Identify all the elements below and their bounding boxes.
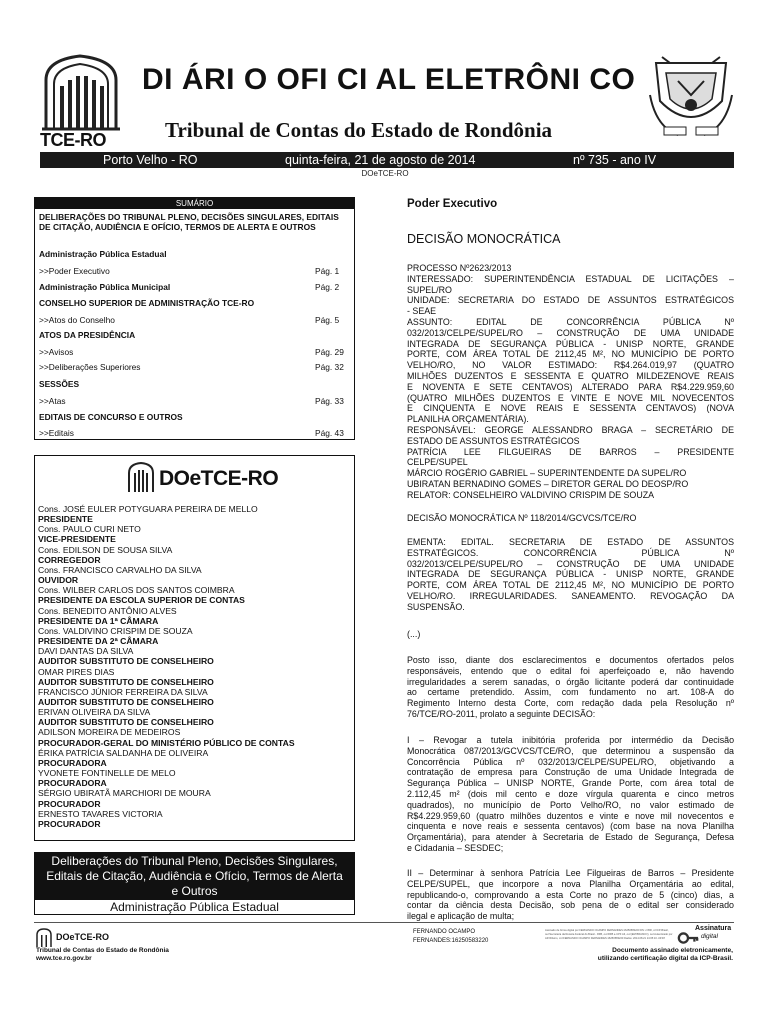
text-line: quadrados), no município de Porto Velho/RO, no valor estimado de <box>407 799 734 810</box>
text-line: ao certame pretendido. Assim, com fundamento no art. 108-A do <box>407 687 734 698</box>
summary-item-label: EDITAIS DE CONCURSO E OUTROS <box>39 412 183 422</box>
summary-item[interactable] <box>39 347 346 357</box>
text-line: E NOVENTA E SETE CENTAVOS) ALTERADO PARA R$4.229.959,60 <box>407 381 734 392</box>
paragraph-item-i <box>407 735 734 854</box>
member-role: CORREGEDOR <box>38 554 101 565</box>
member-name: ERNESTO TAVARES VICTORIA <box>38 808 163 819</box>
member-name: YVONETE FONTINELLE DE MELO <box>38 768 176 779</box>
member-role: PROCURADOR <box>38 798 101 809</box>
text-line: INTEGRADA DE SEGURANÇA PÚBLICA - UNISP NORTE, GRANDE <box>407 569 734 580</box>
text-line: cinquenta e nove reais e sessenta centavos) (com base na nova Planilha <box>407 821 734 832</box>
member-role: PROCURADOR-GERAL DO MINISTÉRIO PÚBLICO DE CONTAS <box>38 737 295 748</box>
ementa-block <box>407 537 734 613</box>
text-line: MÁRCIO ROGÉRIO GABRIEL – SUPERINTENDENTE DA SUPEL/RO <box>407 468 687 479</box>
member-role: VICE-PRESIDENTE <box>38 534 116 545</box>
badge-subtitle: digital <box>701 933 718 940</box>
text-line: 032/2013/CELPE/SUPEL/RO – CONSTRUÇÃO DE UMA UNIDADE <box>407 327 734 338</box>
text-line: Regimento Interno desta Corte, com redação dada pela Resolução nº <box>407 698 734 709</box>
summary-item-label: Administração Pública Municipal <box>39 282 171 292</box>
text-line: RELATOR: CONSELHEIRO VALDIVINO CRISPIM DE SOUZA <box>407 489 655 500</box>
state-seal <box>648 55 734 145</box>
tce-ro-logo <box>40 50 122 152</box>
summary-item[interactable] <box>39 298 346 308</box>
summary-item-page: Pág. 29 <box>315 347 344 357</box>
text-line: Posto isso, diante dos esclarecimentos e documentos ofertados pelos <box>407 655 734 665</box>
summary-item-label: >>Atas <box>39 396 66 406</box>
text-line: ilegal e aplicação de multa; <box>407 911 515 922</box>
text-line: VELHO/RO, NO VALOR ESTIMADO: R$4.264.019,97 (QUATRO <box>407 360 734 371</box>
footer-url[interactable]: www.tce.ro.gov.br <box>36 955 92 962</box>
summary-item-page: Pág. 43 <box>315 428 344 438</box>
summary-item-label: CONSELHO SUPERIOR DE ADMINISTRAÇÃO TCE-RO <box>39 298 255 308</box>
summary-item[interactable] <box>39 396 346 406</box>
summary-heading: DELIBERAÇÕES DO TRIBUNAL PLENO, DECISÕES SINGULARES, EDITAIS DE CITAÇÃO, AUDIÊNCIA E OFÍCIO, TERMOS DE ALERTA E OUTROS <box>39 212 339 233</box>
signer-name: FERNANDO OCAMPO <box>413 929 476 935</box>
member-role: OUVIDOR <box>38 575 79 586</box>
member-name: Cons. PAULO CURI NETO <box>38 524 141 535</box>
badge-title: Assinatura <box>695 925 732 932</box>
summary-item[interactable] <box>39 249 346 259</box>
text-line: responsáveis, entendo que o edital foi aperfeiçoado e, não havendo <box>407 665 734 676</box>
member-name: FRANCISCO JÚNIOR FERREIRA DA SILVA <box>38 686 208 697</box>
summary-item-page: Pág. 5 <box>315 315 340 325</box>
section-banner-line: e Outros <box>171 884 218 898</box>
text-line: INTEGRADA DE SEGURANÇA PÚBLICA - UNISP NORTE, GRANDE <box>407 338 734 349</box>
text-line: Monocrática 087/2013/GCVCS/TCE/RO, que determinou a suspensão da <box>407 745 734 756</box>
member-role: PRESIDENTE DA ESCOLA SUPERIOR DE CONTAS <box>38 595 245 606</box>
summary-item[interactable] <box>39 266 346 276</box>
summary-item[interactable] <box>39 362 346 372</box>
logo-text: TCE-RO <box>40 130 106 150</box>
summary-item[interactable] <box>39 315 346 325</box>
summary-item-label: Administração Pública Estadual <box>39 249 167 259</box>
text-line: CELPE/SUPEL, que incorpore a nova Planilha Orçamentária ao edital, <box>407 878 734 889</box>
member-name: ERIVAN OLIVEIRA DA SILVA <box>38 707 151 718</box>
text-line: E CINQUENTA E NOVE REAIS E SESSENTA CENTAVOS) (NOVA <box>407 403 734 414</box>
tce-building-icon <box>40 50 122 132</box>
edition-date: quinta-feira, 21 de agosto de 2014 <box>285 153 476 167</box>
edition-bar <box>40 152 734 168</box>
member-role: PROCURADOR <box>38 818 101 829</box>
text-line: 2.112,45 m² (dois mil cento e doze vírgula quarenta e cinco metros <box>407 788 734 799</box>
summary-item-label: SESSÕES <box>39 379 80 389</box>
text-line: EMENTA: EDITAL. SECRETARIA DE ESTADO DE ASSUNTOS <box>407 537 734 547</box>
summary-item-label: >>Editais <box>39 428 74 438</box>
text-line: ASSUNTO: EDITAL DE CONCORRÊNCIA PÚBLICA Nº <box>407 316 734 327</box>
certification-line: utilizando certificação digital da ICP-Brasil. <box>597 955 733 962</box>
tce-building-icon <box>36 928 52 948</box>
text-line: UNIDADE: SECRETARIA DO ESTADO DE ASSUNTOS ESTRATÉGICOS <box>407 295 734 306</box>
member-name: Cons. FRANCISCO CARVALHO DA SILVA <box>38 564 202 575</box>
summary-item-label: >>Deliberações Superiores <box>39 362 141 372</box>
decision-number: DECISÃO MONOCRÁTICA Nº 118/2014/GCVCS/TCE/RO <box>407 513 637 523</box>
ellipsis: (...) <box>407 629 421 639</box>
member-name: ADILSON MOREIRA DE MEDEIROS <box>38 727 181 738</box>
member-role: PRESIDENTE <box>38 514 93 525</box>
masthead-subtitle: Tribunal de Contas do Estado de Rondônia <box>165 118 553 142</box>
certification-note <box>563 947 733 963</box>
footer-signer <box>413 928 488 945</box>
summary-title: SUMÁRIO <box>35 198 354 209</box>
member-name: SÉRGIO UBIRATÃ MARCHIORI DE MOURA <box>38 788 211 799</box>
source-label: DOeTCE-RO <box>361 169 409 178</box>
text-line: RESPONSÁVEL: GEORGE ALESSANDRO BRAGA – SECRETÁRIO DE <box>407 424 734 435</box>
summary-item-page: Pág. 33 <box>315 396 344 406</box>
text-line: R$4.229.959,60 (quatro milhões duzentos e vinte e nove mil novecentos e <box>407 810 734 821</box>
member-role: AUDITOR SUBSTITUTO DE CONSELHEIRO <box>38 676 214 687</box>
summary-item[interactable] <box>39 428 346 438</box>
member-role: AUDITOR SUBSTITUTO DE CONSELHEIRO <box>38 717 214 728</box>
member-name: OMAR PIRES DIAS <box>38 666 115 677</box>
text-line: Segurança Pública – UNISP NORTE, Grande Porte, com área total de <box>407 778 734 789</box>
text-line: PATRÍCIA LEE FILGUEIRAS DE BARROS – PRESIDENTE <box>407 446 734 457</box>
tce-building-icon <box>127 461 155 493</box>
text-line: ESTRATÉGICOS. CONCORRÊNCIA PÚBLICA Nº <box>407 547 734 558</box>
text-line: MILHÕES DUZENTOS E SESSENTA E QUATRO MILDEZENOVE REAIS <box>407 370 734 381</box>
text-line: INTERESSADO: SUPERINTENDÊNCIA ESTADUAL DE LICITAÇÕES – <box>407 273 734 284</box>
member-name: Cons. JOSÉ EULER POTYGUARA PEREIRA DE MELLO <box>38 504 258 514</box>
footer-institution <box>36 947 169 963</box>
coat-of-arms-icon <box>648 55 734 145</box>
summary-item-label: >>Atos do Conselho <box>39 315 115 325</box>
text-line: Orçamentária), para atender à Secretaria de Estado de Segurança, Defesa <box>407 832 734 843</box>
summary-item-page: Pág. 2 <box>315 282 340 292</box>
text-line: I – Revogar a tutela inibitória proferida por intermédio da Decisão <box>407 735 734 745</box>
text-line: PORTE, COM ÁREA TOTAL DE 2112,45 M², NO MUNICÍPIO DE PORTO <box>407 349 734 360</box>
member-name: DAVI DANTAS DA SILVA <box>38 646 134 657</box>
member-role: PRESIDENTE DA 2ª CÂMARA <box>38 636 159 647</box>
text-line: e Cidadania – SESDEC; <box>407 842 504 853</box>
text-line: SUSPENSÃO. <box>407 601 465 612</box>
paragraph-item-ii <box>407 868 734 922</box>
member-name: Cons. VALDIVINO CRISPIM DE SOUZA <box>38 625 193 636</box>
doetce-logo-label: DOeTCE-RO <box>159 467 279 490</box>
section-banner-line: Deliberações do Tribunal Pleno, Decisões Singulares, <box>51 854 338 868</box>
text-line: (QUATRO MILHÕES DUZENTOS E VINTE E NOVE MIL NOVECENTOS <box>407 392 734 403</box>
member-name: ÉRIKA PATRÍCIA SALDANHA DE OLIVEIRA <box>38 747 209 758</box>
summary-item-label: >>Avisos <box>39 347 74 357</box>
member-role: PRESIDENTE DA 1ª CÂMARA <box>38 615 159 626</box>
member-role: AUDITOR SUBSTITUTO DE CONSELHEIRO <box>38 656 214 667</box>
summary-item[interactable] <box>39 412 346 422</box>
text-line: - SEAE <box>407 306 437 317</box>
text-line: contratação de empresa para Construção de uma Unidade Integrada de <box>407 767 734 778</box>
member-name: Cons. WILBER CARLOS DOS SANTOS COIMBRA <box>38 585 235 596</box>
paragraph-posto-isso <box>407 655 734 720</box>
signer-id: FERNANDES:16250583220 <box>413 937 489 944</box>
edition-number: nº 735 - ano IV <box>573 153 657 167</box>
members-list <box>38 504 353 829</box>
summary-item-label: >>Poder Executivo <box>39 266 110 276</box>
text-line: CELPE/SUPEL <box>407 457 468 468</box>
masthead-title: DI ÁRI O OFI CI AL ELETRÔNI CO <box>142 63 636 96</box>
summary-item-page: Pág. 1 <box>315 266 340 276</box>
text-line: PORTE, COM ÁREA TOTAL DE 2112,45 M², NO MUNICÍPIO DE PORTO <box>407 580 734 591</box>
text-line: II – Determinar à senhora Patrícia Lee Filgueiras de Barros – Presidente <box>407 868 734 878</box>
text-line: 032/2013/CELPE/SUPEL/RO – CONSTRUÇÃO DE UMA UNIDADE <box>407 558 734 569</box>
footer-logo-label: DOeTCE-RO <box>56 932 110 942</box>
footer-tce-name: Tribunal de Contas do Estado de Rondônia <box>36 947 169 954</box>
text-line: PLANILHA ORÇAMENTÁRIA). <box>407 414 529 425</box>
summary-item[interactable] <box>39 379 346 389</box>
member-name: Cons. BENEDITO ANTÔNIO ALVES <box>38 605 177 616</box>
text-line: 76/TCE/RO-2011, prolato a seguinte DECISÃO: <box>407 708 596 719</box>
doetce-logo <box>127 461 287 495</box>
text-line: republicando-o, comprovando a esta Corte no prazo de 5 (cinco) dias, a <box>407 889 734 900</box>
summary-item[interactable] <box>39 330 346 340</box>
summary-item-label: ATOS DA PRESIDÊNCIA <box>39 330 136 340</box>
member-role: PROCURADORA <box>38 757 107 768</box>
member-role: PROCURADORA <box>38 778 107 789</box>
text-line: contar da ciência desta Decisão, sob pena de o edital ser considerado <box>407 900 734 911</box>
certificate-details: Assinado de forma digital por FERNANDO OCAMPO FERNANDES:16250583220 DN: c=BR, o=ICP-Brasil, ou=Secretaria da Receita Federal do Brasil - RFB, ou=RFB e-CPF A3, ou=(EM BRANCO), ou=Autenticado por AR Ribeiro, cn=FERNANDO OCAMPO FERNANDES:16250583220 Dados: 2014.08.21 14:05:10 -04'00' <box>545 929 673 940</box>
certification-line: Documento assinado eletronicamente, <box>612 947 733 954</box>
summary-item[interactable] <box>39 282 346 292</box>
text-line: PROCESSO Nº2623/2013 <box>407 263 512 273</box>
section-subbanner: Administração Pública Estadual <box>34 899 355 915</box>
text-line: SUPEL/RO <box>407 284 452 295</box>
section-heading: Poder Executivo <box>407 198 498 210</box>
edition-city: Porto Velho - RO <box>103 153 198 167</box>
text-line: Concorrência Pública nº 032/2013/CELPE/SUPEL/RO, objetivando a <box>407 756 734 767</box>
section-banner-line: Editais de Citação, Audiência e Ofício, Termos de Alerta <box>46 869 343 883</box>
summary-item-page: Pág. 32 <box>315 362 344 372</box>
footer-rule <box>34 922 734 923</box>
text-line: UBIRATAN BERNADINO GOMES – DIRETOR GERAL DO DEOSP/RO <box>407 478 689 489</box>
text-line: ESTADO DE ASSUNTOS ESTRATÉGICOS <box>407 435 580 446</box>
composition-box <box>34 455 355 841</box>
decision-title: DECISÃO MONOCRÁTICA <box>407 232 561 246</box>
text-line: irregularidades a serem sanadas, o órgão licitante poderá dar continuidade <box>407 676 734 687</box>
section-banner <box>34 852 355 899</box>
member-role: AUDITOR SUBSTITUTO DE CONSELHEIRO <box>38 696 214 707</box>
summary-box <box>34 197 355 440</box>
member-name: Cons. EDILSON DE SOUSA SILVA <box>38 544 173 555</box>
process-header <box>407 263 734 501</box>
text-line: VELHO/RO. IRREGULARIDADES. SANEAMENTO. REVOGAÇÃO DA <box>407 590 734 601</box>
